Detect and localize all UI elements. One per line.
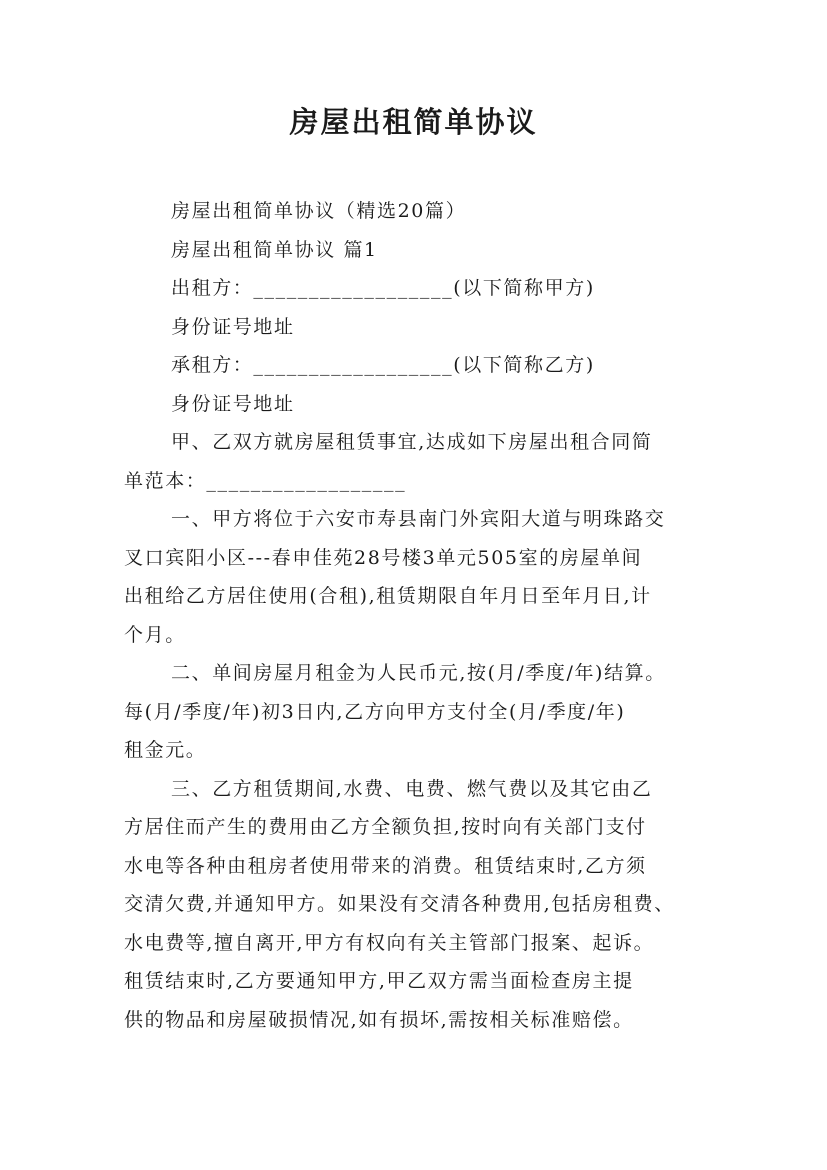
paragraph-line: 交清欠费,并通知甲方。如果没有交清各种费用,包括房租费、 (124, 893, 675, 915)
paragraph-line: 三、乙方租赁期间,水费、电费、燃气费以及其它由乙 (171, 777, 653, 800)
subtitle-line: 房屋出租简单协议（精选20篇） (171, 200, 467, 222)
paragraph-line: 租金元。 (124, 739, 207, 761)
lessor-line: 出租方：__________________(以下简称甲方) (171, 277, 595, 299)
paragraph-line: 出租给乙方居住使用(合租),租赁期限自年月日至年月日,计 (124, 585, 652, 607)
lessee-id-line: 身份证号地址 (171, 392, 295, 415)
paragraph-line: 水电等各种由租房者使用带来的消费。租赁结束时,乙方须 (124, 854, 647, 877)
paragraph-line: 每(月/季度/年)初3日内,乙方向甲方支付全(月/季度/年) (124, 700, 626, 723)
paragraph-line: 甲、乙双方就房屋租赁事宜,达成如下房屋出租合同简 (171, 431, 653, 453)
paragraph-line: 租赁结束时,乙方要通知甲方,甲乙双方需当面检查房主提 (124, 970, 634, 992)
document-body (124, 192, 720, 1039)
paragraph-line: 供的物品和房屋破损情况,如有损坏,需按相关标准赔偿。 (124, 1008, 634, 1031)
paragraph-line: 水电费等,擅自离开,甲方有权向有关主管部门报案、起诉。 (124, 931, 655, 954)
paragraph-line: 方居住而产生的费用由乙方全额负担,按时向有关部门支付 (124, 816, 647, 838)
paragraph-line: 单范本：__________________ (124, 469, 407, 492)
paragraph-line: 一、甲方将位于六安市寿县南门外宾阳大道与明珠路交 (171, 508, 666, 530)
section-heading: 房屋出租简单协议 篇1 (171, 238, 378, 261)
paragraph-line: 二、单间房屋月租金为人民币元,按(月/季度/年)结算。 (171, 662, 666, 684)
paragraph-line: 个月。 (124, 623, 186, 646)
lessor-id-line: 身份证号地址 (171, 315, 295, 338)
paragraph-line: 叉口宾阳小区---春申佳苑28号楼3单元505室的房屋单间 (124, 546, 643, 569)
document-title: 房屋出租简单协议 (289, 105, 538, 139)
lessee-line: 承租方：__________________(以下简称乙方) (171, 354, 595, 376)
